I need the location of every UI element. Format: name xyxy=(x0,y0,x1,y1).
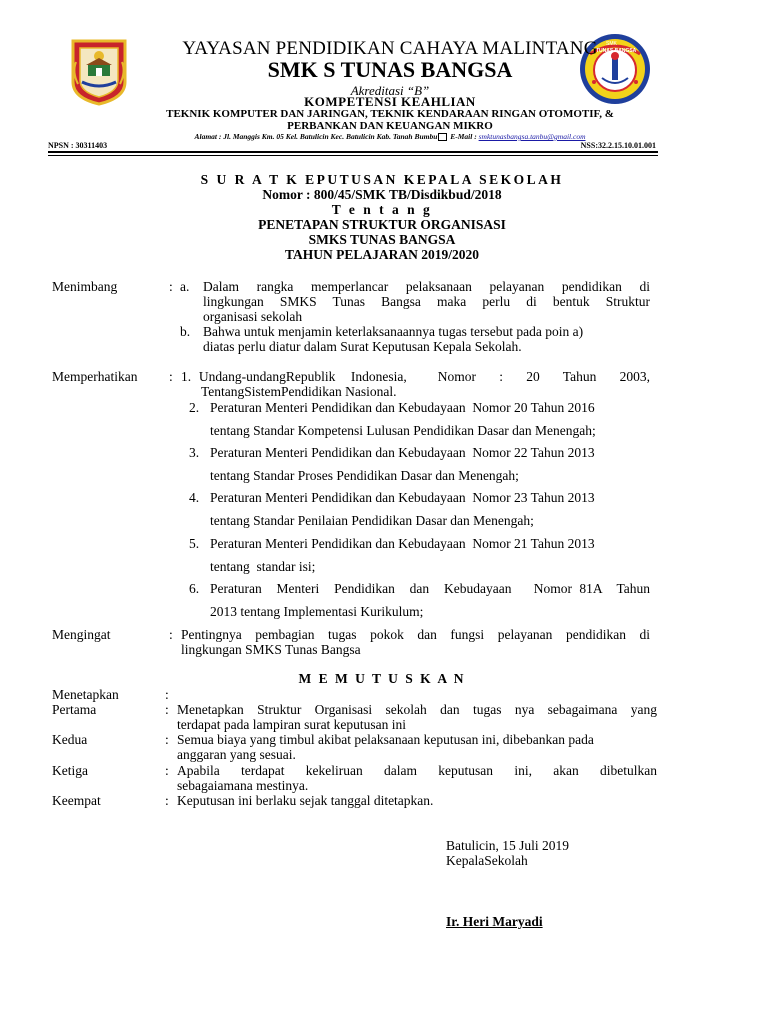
address-text: Alamat : Jl. Manggis Km. 05 Kel. Batulicin Kec. Batulicin Kab. Tanah Bumbu xyxy=(194,132,438,141)
menimbang-b-line1: Bahwa untuk menjamin keterlaksanaannya tugas tersebut pada poin a) xyxy=(203,324,584,339)
foundation-name: YAYASAN PENDIDIKAN CAHAYA MALINTANG xyxy=(182,38,598,59)
competency-list-line2: PERBANKAN DAN KEUANGAN MIKRO xyxy=(287,120,493,132)
kedua-label: Kedua xyxy=(52,732,88,747)
mengingat-label: Mengingat xyxy=(52,627,111,642)
memutuskan-heading: M E M U T U S K A N xyxy=(298,671,466,686)
competency-heading: KOMPETENSI KEAHLIAN xyxy=(304,94,476,109)
menimbang-b-marker: b. xyxy=(180,324,191,339)
header-divider-thin xyxy=(48,155,658,156)
memperhatikan-item-line1: Peraturan Menteri Pendidikan dan Kebudayaan Nomor 81A Tahun xyxy=(210,581,650,596)
memperhatikan-item-line2: tentang Standar Penilaian Pendidikan Dasar dan Menengah; xyxy=(210,513,534,528)
mengingat-colon: : xyxy=(169,627,173,642)
menimbang-a-line3: organisasi sekolah xyxy=(203,309,303,324)
ketiga-line1: Apabila terdapat kekeliruan dalam keputusan ini, akan dibetulkan xyxy=(177,763,657,778)
mengingat-line1: Pentingnya pembagian tugas pokok dan fungsi pelayanan pendidikan di xyxy=(181,627,650,642)
school-logo-arc-text: TUNAS BANGSA xyxy=(596,48,637,54)
keempat-line1: Keputusan ini berlaku sejak tanggal ditetapkan. xyxy=(177,793,434,808)
memperhatikan-item-line1: Peraturan Menteri Pendidikan dan Kebudayaan Nomor 23 Tahun 2013 xyxy=(210,490,595,505)
npsn: NPSN : 30311403 xyxy=(48,141,108,150)
memperhatikan-item-number: 4. xyxy=(189,490,200,505)
menimbang-a-line1: Dalam rangka memperlancar pelaksanaan pelayanan pendidikan di xyxy=(203,279,650,294)
province-logo-icon xyxy=(70,38,128,106)
menimbang-a-marker: a. xyxy=(180,279,190,294)
header-divider-thick xyxy=(48,151,658,153)
memperhatikan-label: Memperhatikan xyxy=(52,369,138,384)
memperhatikan-item-number: 3. xyxy=(189,445,200,460)
mail-icon xyxy=(438,133,447,141)
letter-title: S U R A T K EPUTUSAN KEPALA SEKOLAH xyxy=(200,172,564,187)
signature-position: KepalaSekolah xyxy=(446,853,528,868)
letter-number: Nomor : 800/45/SMK TB/Disdikbud/2018 xyxy=(262,187,502,202)
pertama-label: Pertama xyxy=(52,702,97,717)
memperhatikan-item-line2: tentang Standar Proses Pendidikan Dasar dan Menengah; xyxy=(210,468,519,483)
about-label: T e n t a n g xyxy=(331,202,433,217)
signature-place-date: Batulicin, 15 Juli 2019 xyxy=(446,838,569,853)
keempat-colon: : xyxy=(165,793,169,808)
ketiga-colon: : xyxy=(165,763,169,778)
memperhatikan-item-line1: Peraturan Menteri Pendidikan dan Kebudayaan Nomor 22 Tahun 2013 xyxy=(210,445,595,460)
memperhatikan-item-number: 2. xyxy=(189,400,200,415)
memperhatikan-item-number: 6. xyxy=(189,581,200,596)
email-link[interactable]: smktunasbangsa.tanbu@gmail.com xyxy=(478,132,586,141)
memperhatikan-item1-line2: TentangSistemPendidikan Nasional. xyxy=(201,384,397,399)
school-logo-label: SMK xyxy=(606,41,617,47)
kedua-colon: : xyxy=(165,732,169,747)
memperhatikan-item-number: 5. xyxy=(189,536,200,551)
signature-name: Ir. Heri Maryadi xyxy=(446,914,543,929)
menetapkan-label: Menetapkan xyxy=(52,687,119,702)
letter-year: TAHUN PELAJARAN 2019/2020 xyxy=(284,247,479,262)
menimbang-a-line2: lingkungan SMKS Tunas Bangsa maka perlu di bentuk Struktur xyxy=(203,294,650,309)
memperhatikan-colon: : xyxy=(169,369,173,384)
memperhatikan-item-line1: Peraturan Menteri Pendidikan dan Kebudayaan Nomor 20 Tahun 2016 xyxy=(210,400,595,415)
menetapkan-colon: : xyxy=(165,687,169,702)
pertama-line2: terdapat pada lampiran surat keputusan ini xyxy=(177,717,407,732)
school-name: SMK S TUNAS BANGSA xyxy=(267,57,513,82)
ketiga-label: Ketiga xyxy=(52,763,88,778)
menimbang-b-line2: diatas perlu diatur dalam Surat Keputusan Kepala Sekolah. xyxy=(203,339,522,354)
memperhatikan-item-line2: tentang Standar Kompetensi Lulusan Pendidikan Dasar dan Menengah; xyxy=(210,423,596,438)
menimbang-colon: : xyxy=(169,279,173,294)
memperhatikan-item-line1: Peraturan Menteri Pendidikan dan Kebudayaan Nomor 21 Tahun 2013 xyxy=(210,536,595,551)
school-address xyxy=(110,132,670,141)
pertama-colon: : xyxy=(165,702,169,717)
memperhatikan-item-line2: tentang standar isi; xyxy=(210,559,316,574)
memperhatikan-item1-line1: 1. Undang-undangRepublik Indonesia, Nomor : 20 Tahun 2003, xyxy=(181,369,650,384)
kedua-line1: Semua biaya yang timbul akibat pelaksanaan keputusan ini, dibebankan pada xyxy=(177,732,594,747)
email-label: E-Mail : xyxy=(448,132,479,141)
kedua-line2: anggaran yang sesuai. xyxy=(177,747,296,762)
letter-school: SMKS TUNAS BANGSA xyxy=(308,232,456,247)
competency-list-line1: TEKNIK KOMPUTER DAN JARINGAN, TEKNIK KENDARAAN RINGAN OTOMOTIF, & xyxy=(166,108,614,120)
accreditation: Akreditasi “B” xyxy=(350,83,430,98)
ketiga-line2: sebagaiamana mestinya. xyxy=(177,778,309,793)
mengingat-line2: lingkungan SMKS Tunas Bangsa xyxy=(181,642,361,657)
letter-subject: PENETAPAN STRUKTUR ORGANISASI xyxy=(258,217,506,232)
nss: NSS:32.2.15.10.01.001 xyxy=(580,141,656,150)
keempat-label: Keempat xyxy=(52,793,101,808)
pertama-line1: Menetapkan Struktur Organisasi sekolah dan tugas nya sebagaimana yang xyxy=(177,702,657,717)
memperhatikan-item-line2: 2013 tentang Implementasi Kurikulum; xyxy=(210,604,424,619)
menimbang-label: Menimbang xyxy=(52,279,118,294)
